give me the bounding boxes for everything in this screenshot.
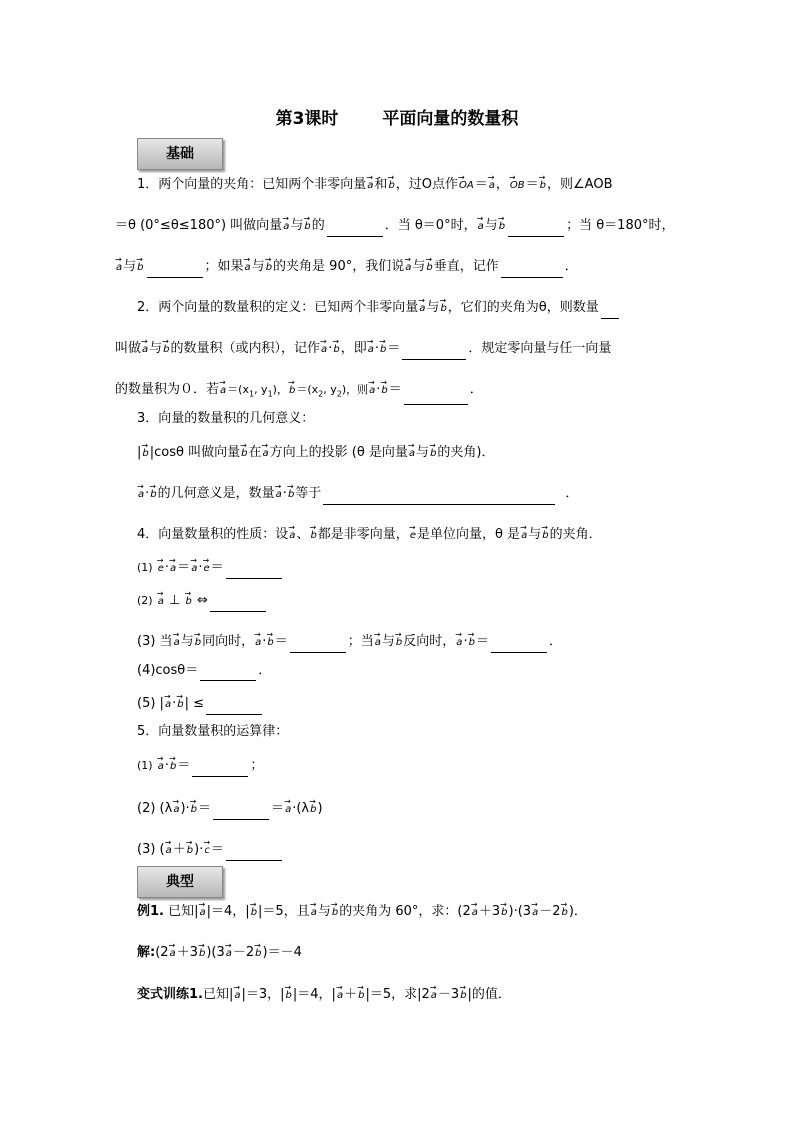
text-fragment: 与 [317, 904, 331, 919]
text-fragment: 是单位向量，θ 是 [416, 527, 521, 542]
text-fragment: 第3课时 [275, 109, 339, 129]
vector-symbol: → b [254, 944, 262, 964]
text-fragment: ． [469, 382, 483, 397]
text-fragment: 1 [248, 389, 255, 399]
vector-symbol: → a [199, 903, 207, 923]
text-fragment: (5) | [137, 696, 164, 711]
text-fragment: )(3 [206, 945, 225, 960]
text-fragment: )． [568, 904, 587, 919]
vector-symbol: → a [418, 299, 426, 319]
text-fragment: 4．向量数量积的性质：设 [137, 527, 289, 542]
text-fragment: ，则∠AOB [547, 177, 613, 192]
vector-symbol: → e [202, 559, 210, 579]
blank-property-2[interactable] [210, 597, 266, 612]
vector-symbol: → a [520, 526, 528, 546]
text-fragment: (3) ( [137, 842, 165, 857]
vector-symbol: → a [367, 340, 375, 360]
vector-symbol: → b [539, 176, 547, 196]
example-1 [137, 900, 587, 923]
text-fragment: 与 [381, 634, 395, 649]
text-fragment: )·(3 [508, 904, 532, 919]
text-fragment: 已知| [168, 904, 199, 919]
text-fragment: 在 [248, 445, 262, 460]
text-fragment: · [374, 341, 379, 356]
text-fragment: ．规定零向量与任一向量 [468, 341, 612, 356]
vector-symbol: → a [169, 559, 177, 579]
text-fragment: )＝－4 [262, 945, 302, 960]
vector-symbol: → a [233, 986, 241, 1006]
vector-symbol: → b [303, 217, 311, 237]
vector-symbol: → b [541, 526, 549, 546]
vector-symbol: → b [309, 526, 317, 546]
blank-coordinate-product[interactable] [404, 390, 468, 405]
page-title [0, 104, 794, 129]
vector-symbol: → a [320, 340, 328, 360]
text-fragment: (2 [155, 945, 169, 960]
blank-dot-product[interactable] [402, 345, 466, 360]
vector-symbol: → a [173, 633, 181, 653]
text-fragment: ＝θ (0°≤θ≤180°) 叫做向量 [115, 218, 283, 233]
text-fragment: 已知| [202, 987, 234, 1002]
text-fragment: 平面向量的数量积 [382, 109, 519, 129]
vector-symbol: → e [409, 526, 417, 546]
text-fragment: ＝ [271, 801, 285, 816]
vector-symbol: → b [287, 485, 295, 505]
vector-symbol: → OB [509, 176, 526, 196]
text-fragment: |＝5，求|2 [365, 987, 430, 1002]
vector-symbol: → b [332, 340, 340, 360]
text-fragment: , y [254, 383, 268, 396]
text-fragment: ；如果 [204, 259, 244, 274]
vector-symbol: → b [194, 633, 202, 653]
text-fragment: 与 [149, 341, 163, 356]
text-fragment: |＝5，且 [258, 904, 310, 919]
text-fragment: 的几何意义是，数量 [157, 486, 275, 501]
text-fragment: ＝(x [296, 383, 319, 396]
text-fragment: －2 [232, 945, 255, 960]
vector-symbol: → b [141, 444, 149, 464]
vector-symbol: → b [198, 944, 206, 964]
item-4-property-1 [137, 556, 284, 579]
vector-symbol: → a [455, 633, 463, 653]
text-fragment: , y [323, 383, 337, 396]
blank-perpendicular[interactable] [501, 263, 563, 278]
vector-symbol: → a [261, 444, 269, 464]
blank-angle[interactable] [327, 222, 383, 237]
vector-symbol: → a [408, 444, 416, 464]
vector-symbol: → a [141, 340, 149, 360]
text-fragment: ；当 [347, 634, 374, 649]
text-fragment: | [137, 445, 142, 460]
vector-symbol: → b [288, 381, 296, 401]
text-fragment: ，过O点作 [395, 177, 459, 192]
text-fragment: (3) 当 [137, 634, 173, 649]
text-fragment: ，即 [340, 341, 367, 356]
text-fragment: 与 [251, 259, 265, 274]
text-fragment: ) [317, 801, 323, 816]
vector-symbol: → b [162, 340, 170, 360]
text-fragment: ＝ [177, 560, 191, 575]
vector-symbol: → b [190, 800, 198, 820]
vector-symbol: → b [169, 757, 177, 777]
vector-symbol: → b [439, 299, 447, 319]
text-fragment: ＝ [474, 177, 488, 192]
text-fragment: )· [194, 842, 204, 857]
text-fragment: ＝ [177, 758, 191, 773]
section-badge-basic: 基础 [137, 138, 223, 170]
text-fragment: ＝ [387, 341, 401, 356]
text-fragment: 都是非零向量， [317, 527, 409, 542]
vector-symbol: → a [165, 841, 173, 861]
item-1-line-2 [115, 214, 675, 237]
text-fragment: 方向上的投影 (θ 是向量 [269, 445, 408, 460]
text-fragment: · [198, 560, 203, 575]
vector-symbol: → a [275, 485, 283, 505]
text-fragment: ＋3 [176, 945, 198, 960]
text-fragment: )· [180, 801, 190, 816]
text-fragment: 的夹角)． [437, 445, 495, 460]
text-fragment: 的数量积为０．若 [115, 382, 220, 397]
blank-law-3[interactable] [226, 846, 282, 861]
variant-training-1 [137, 983, 511, 1006]
vector-symbol: → a [336, 986, 344, 1006]
text-fragment: · [463, 634, 468, 649]
text-fragment: 1．两个向量的夹角：已知两个非零向量 [137, 177, 367, 192]
text-fragment: · [145, 486, 150, 501]
blank-property-5[interactable] [206, 700, 262, 715]
text-fragment: |＝4，| [206, 904, 250, 919]
vector-symbol: → b [500, 903, 508, 923]
text-fragment: 和 [374, 177, 388, 192]
vector-symbol: → a [374, 633, 382, 653]
text-fragment: 的夹角为 60°，求：(2 [339, 904, 471, 919]
item-4-title [137, 523, 602, 546]
text-fragment: · [164, 758, 170, 773]
text-fragment: |＝4，| [292, 987, 336, 1002]
text-fragment: ·(λ [292, 801, 310, 816]
blank-property-3b[interactable] [491, 638, 547, 653]
text-fragment: · [164, 560, 170, 575]
text-fragment: (2) (λ [137, 801, 173, 816]
text-fragment: ⇔ [196, 593, 208, 608]
vector-symbol: → a [225, 944, 233, 964]
vector-symbol: → b [357, 986, 365, 1006]
vector-symbol: → b [149, 485, 157, 505]
text-fragment: ＋3 [478, 904, 501, 919]
text-fragment: )，则 [341, 383, 369, 396]
text-fragment: (2) [137, 594, 153, 607]
text-fragment: 与 [123, 259, 137, 274]
text-fragment: (1) [137, 759, 153, 772]
text-fragment: ＝ [525, 177, 539, 192]
vector-symbol: → a [471, 903, 479, 923]
vector-symbol: → b [459, 986, 467, 1006]
vector-symbol: → a [254, 633, 262, 653]
blank-opposite-direction[interactable] [147, 263, 203, 278]
vector-symbol: → a [366, 176, 374, 196]
vector-symbol: → a [115, 258, 123, 278]
text-fragment: 等于 [295, 486, 322, 501]
blank-property-4[interactable] [200, 666, 256, 681]
vector-symbol: → a [172, 800, 180, 820]
text-fragment: ＋ [172, 842, 186, 857]
blank-law-2[interactable] [213, 805, 269, 820]
text-fragment: 与 [290, 218, 304, 233]
blank-geometric-meaning[interactable] [323, 490, 555, 505]
vector-symbol: → b [250, 903, 258, 923]
text-fragment: |＝3，| [241, 987, 285, 1002]
vector-symbol: → a [310, 903, 318, 923]
text-fragment: · [376, 382, 381, 397]
text-fragment: (4)cosθ＝ [137, 663, 199, 678]
item-1-line-1 [137, 173, 613, 196]
vector-symbol: → a [284, 800, 292, 820]
vector-symbol: → b [266, 633, 274, 653]
text-fragment: ； [250, 758, 264, 773]
text-fragment: ．当 θ＝0°时， [384, 218, 477, 233]
text-fragment: 、 [296, 527, 310, 542]
item-3-title: 3．向量的数量积的几何意义： [137, 411, 315, 426]
text-fragment: )， [272, 383, 288, 396]
text-fragment: 同向时， [202, 634, 255, 649]
text-fragment: 2．两个向量的数量积的定义：已知两个非零向量 [137, 300, 419, 315]
text-fragment: 与 [416, 445, 430, 460]
item-2-line-3 [115, 378, 483, 405]
text-fragment: 例1. [137, 904, 164, 919]
vector-symbol: → a [157, 757, 165, 777]
blank-property-1[interactable] [226, 564, 282, 579]
text-fragment: · [282, 486, 287, 501]
vector-symbol: → b [240, 444, 248, 464]
item-1-line-3 [115, 255, 578, 278]
vector-symbol: → b [265, 258, 273, 278]
vector-symbol: → a [404, 258, 412, 278]
section-badge-typical: 典型 [137, 866, 223, 898]
vector-symbol: → a [137, 485, 145, 505]
text-fragment: ⊥ [169, 593, 181, 608]
item-5-law-3 [137, 838, 284, 861]
text-fragment: |的值． [467, 987, 511, 1002]
vector-symbol: → b [429, 444, 437, 464]
text-fragment: ＋ [344, 987, 358, 1002]
text-fragment: 的 [311, 218, 325, 233]
text-fragment: ＝ [198, 801, 212, 816]
text-fragment: (1) [137, 561, 153, 574]
vector-symbol: → b [395, 633, 403, 653]
text-fragment: 与 [528, 527, 542, 542]
solution-1 [137, 941, 302, 964]
vector-symbol: → c [203, 841, 211, 861]
vector-symbol: → a [164, 695, 172, 715]
text-fragment: ＝ [475, 634, 489, 649]
text-fragment: ＝ [210, 560, 224, 575]
text-fragment: ＝ [388, 382, 402, 397]
text-fragment: ，它们的夹角为θ，则数量 [447, 300, 599, 315]
item-2-line-1 [137, 296, 621, 319]
text-fragment: |cosθ 叫做向量 [149, 445, 241, 460]
item-5-law-2 [137, 797, 323, 820]
text-fragment: 2 [336, 389, 342, 399]
text-fragment: 与 [180, 634, 194, 649]
vector-symbol: → b [184, 592, 192, 612]
vector-symbol: → b [309, 800, 317, 820]
text-fragment: ＝(x [227, 383, 249, 396]
item-4-property-5 [137, 692, 264, 715]
text-fragment: ． [564, 259, 578, 274]
vector-symbol: → b [561, 903, 569, 923]
text-fragment: 解: [137, 945, 156, 960]
text-fragment: 的数量积（或内积），记作 [170, 341, 321, 356]
text-fragment: 的夹角． [549, 527, 602, 542]
text-fragment: 叫做 [115, 341, 142, 356]
vector-symbol: → a [282, 217, 290, 237]
vector-symbol: → b [285, 986, 293, 1006]
vector-symbol: → e [157, 559, 165, 579]
text-fragment: ． [258, 663, 272, 678]
text-fragment: ＝ [210, 842, 224, 857]
vector-symbol: → b [498, 217, 506, 237]
item-4-property-3 [137, 630, 562, 653]
item-5-law-1 [137, 754, 263, 777]
vector-symbol: → a [368, 381, 376, 401]
vector-symbol: → b [468, 633, 476, 653]
text-fragment: ；当 θ＝180°时， [566, 218, 675, 233]
vector-symbol: → b [136, 258, 144, 278]
text-fragment: 的夹角是 90°，我们说 [273, 259, 405, 274]
text-fragment: 与 [412, 259, 426, 274]
vector-symbol: → b [379, 340, 387, 360]
blank-property-3a[interactable] [290, 638, 346, 653]
vector-symbol: → b [380, 381, 388, 401]
vector-symbol: → a [157, 592, 165, 612]
text-fragment: ， [495, 177, 509, 192]
vector-symbol: → b [425, 258, 433, 278]
text-fragment: 反向时， [403, 634, 456, 649]
vector-symbol: → a [288, 526, 296, 546]
vector-symbol: → OA [458, 176, 475, 196]
vector-symbol: → b [176, 695, 184, 715]
text-fragment: · [262, 634, 267, 649]
text-fragment: 变式训练1. [137, 987, 203, 1002]
text-fragment: 垂直，记作 [433, 259, 499, 274]
vector-symbol: → a [219, 381, 227, 401]
item-2-line-2 [115, 337, 611, 360]
item-5-title: 5．向量数量积的运算律： [137, 724, 289, 739]
item-4-property-4 [137, 661, 271, 681]
vector-symbol: → a [488, 176, 496, 196]
text-fragment: · [328, 341, 333, 356]
item-4-property-2 [137, 589, 268, 612]
vector-symbol: → a [477, 217, 485, 237]
vector-symbol: → b [186, 841, 194, 861]
text-fragment: －2 [539, 904, 561, 919]
vector-symbol: → a [531, 903, 539, 923]
text-fragment: 与 [484, 218, 498, 233]
text-fragment: | ≤ [184, 696, 204, 711]
text-fragment: ． [565, 486, 579, 501]
text-fragment: －3 [437, 987, 460, 1002]
vector-symbol: → a [190, 559, 198, 579]
blank-law-1[interactable] [192, 762, 248, 777]
blank-quantity[interactable] [601, 304, 619, 319]
vector-symbol: → a [169, 944, 177, 964]
text-fragment: ＝ [274, 634, 288, 649]
item-3-line-1 [137, 441, 495, 464]
vector-symbol: → a [244, 258, 252, 278]
text-fragment: 1 [267, 389, 273, 399]
vector-symbol: → b [331, 903, 339, 923]
text-fragment: 2 [318, 389, 324, 399]
text-fragment: 与 [426, 300, 440, 315]
item-3-line-2 [137, 482, 578, 505]
text-fragment: · [172, 696, 177, 711]
vector-symbol: → b [387, 176, 395, 196]
vector-symbol: → a [430, 986, 438, 1006]
blank-same-direction[interactable] [508, 222, 564, 237]
text-fragment: ． [548, 634, 562, 649]
